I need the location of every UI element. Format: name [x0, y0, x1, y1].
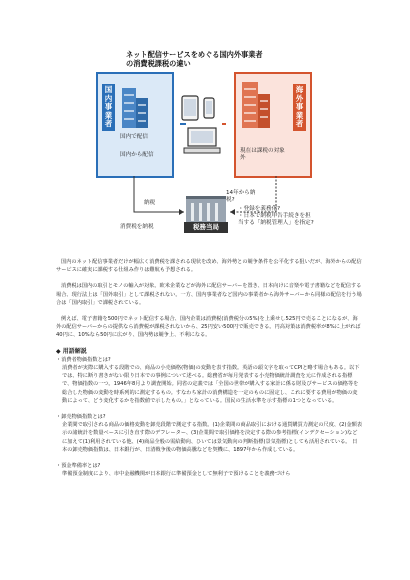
domestic-label: 国内事業者 [102, 84, 115, 131]
glossary-item-title: ・卸売物価指数とは? [56, 414, 106, 421]
tax-diagram [96, 50, 314, 250]
glossary-item-title: ・消費者物価指数とは? [56, 356, 111, 363]
glossary-item-body: 準備預金制度により、市中金融機関が日本銀行に準備預金として無利子で預けることを義務づけら [62, 471, 291, 478]
building-icon [136, 98, 148, 128]
devices-illustration [180, 94, 226, 160]
foreign-box [234, 72, 312, 178]
glossary-item-title: ・預金準備率とは? [56, 463, 101, 470]
diagram-title-line2: の消費税課税の違い [126, 59, 191, 68]
tax-office-icon [186, 196, 226, 225]
glossary-item-body: 企業間で取引される商品の価格変動を卸売段階で測定する指数。(1)企業間の商品取引における通貨購買力測定の尺度、(2)金額表示の諸統計を数量ベースに引き直す際のデフレーター、(3)企業間で取引価格を決定する際の参考指標(インデクセーション)などに加えて(1)利用されている他、(4)商品全般の需給動向、ひいては景気動向の判断指標(景気指標)としても活用されている。 日本の卸売物価指数は、日本銀行が、日清戦争後の物価高騰などを契機に、1897年から作成している。 [62, 422, 363, 453]
tax-office-label: 税務当局 [184, 222, 228, 233]
consumption-tax-label: 消費税を納税 [120, 224, 154, 230]
tablet-icon [182, 96, 198, 120]
domestic-distribution-label: 国内で配信 [120, 134, 148, 140]
foreign-current-label: 現在は課税の対象外 [240, 148, 285, 161]
domestic-tax-label: 国内から配信 [120, 152, 154, 158]
building-icon [242, 82, 258, 128]
paragraph-2: 消費税は国内の取引とモノの輸入が対象。欧米企業などが海外に配信サーバーを置き、日本向けに音楽や電子書籍などを配信する場合、現行法上は「国外取引」として課税されない。一方、国内事業者など国内の事業者から海外サーバーから同様の配信を行う場合は「国内取引」で課税されている。 [56, 283, 362, 306]
domestic-box [96, 72, 174, 178]
building-icon [258, 94, 270, 128]
foreign-label: 海外事業者 [293, 84, 306, 131]
tax-payment-label: 納税 [144, 200, 156, 206]
from-2014-label: 14年から納税? [226, 190, 256, 203]
diagram-title-line1: ネット配信サービスをめぐる国内外事業者 [126, 50, 263, 59]
diagram-title [126, 50, 296, 68]
computer-icon [184, 128, 220, 153]
paragraph-3: 例えば、電子書籍を500円でネット配信する場合、国内企業は消費税(消費税分の5%)を上乗せし525円で売ることになるが、海外の配信サーバーからの提供なら消費税が課税されないから、25円安い500円で販売できる。円高対策は消費税率が8%に上がれば40円に、10%なら50円に広がり、国内勢は競争上、不利になる。 [56, 316, 361, 339]
building-icon [122, 88, 136, 128]
glossary-heading: ◆ 用語解説 [56, 347, 87, 355]
registration-notes: ・登録を義務化? ・日本で納税申告手続きを担当する「納税管理人」を指定? [238, 206, 314, 226]
smartphone-icon [204, 98, 214, 118]
paragraph-1: 国内のネット配信事業者だけが幅広く消費税を課される現状を改め、海外勢との競争条件を公平化する狙いだが、海外からの配信サービスに確実に課税する仕組み作りは難航も予想される。 [56, 259, 362, 274]
glossary-item-body: 消費者が実際に購入する段階での、商品の小売価格(物価)の変動を表す指数。英語の頭文字を取ってCPIと略す場合もある。以下では、特に断り書きがない限り日本での事例について述べる。総務省が毎月発表する小売物価統計調査を元に作成される指標で、物価指数の一つ。1946年8月より調査開始。同省の定義では「全国の世帯が購入する家計に係る財及びサービスの価格等を総合した物価の変動を時系列的に測定するもの。すなわち家計の消費構造を一定のものに固定し、これに要する費用が物価の変動によって、どう変化するかを指数値で示したもの。」となっている。国民の生活水準を示す指標の1つとなっている。 [62, 365, 360, 404]
article-body [56, 258, 362, 478]
